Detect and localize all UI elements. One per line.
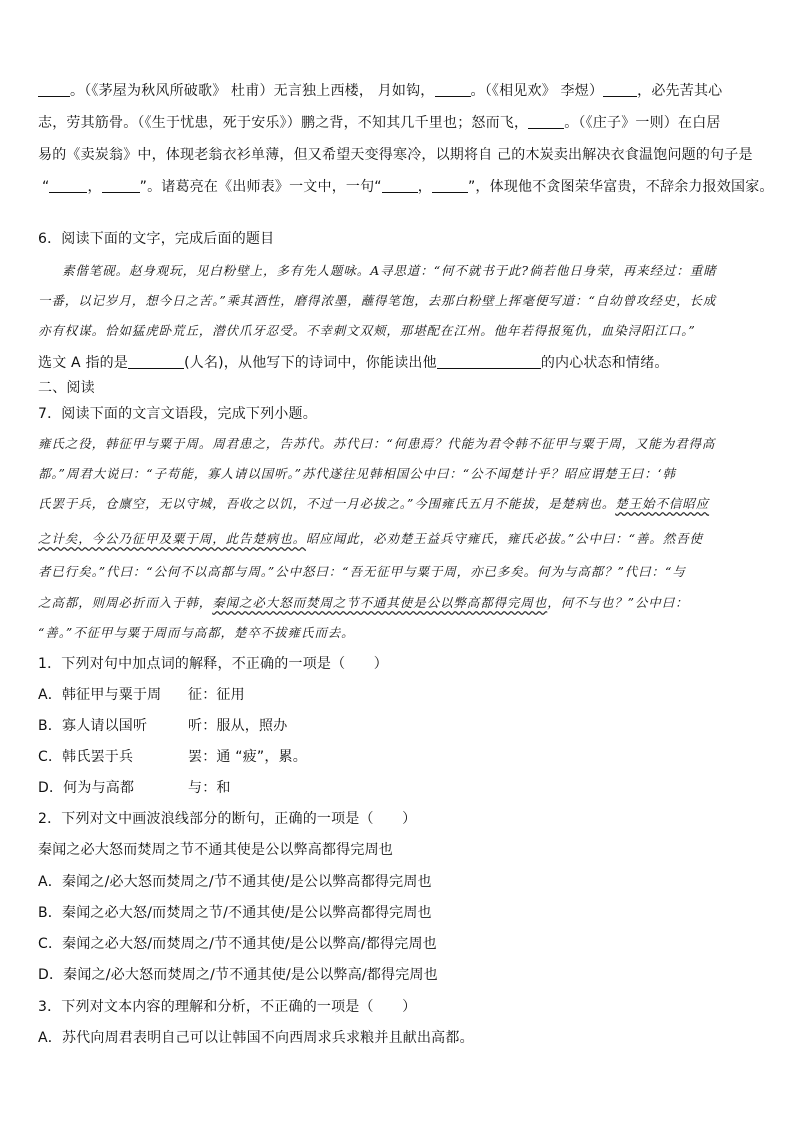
wavy-underlined-text: 楚王始不信昭应 bbox=[615, 496, 710, 511]
passage-line: 素偕笔砚。赵身观玩，见白粉壁上，多有先人题咏。A寻思道：“何不就书于此?倘若他日身荣，再来经过：重睹 bbox=[62, 263, 717, 278]
poem-text: 。（《相见欢》 李煜） bbox=[470, 83, 604, 99]
option-c[interactable]: C．秦闻之必大怒/而焚周之/节不通其使/是公以弊高/都得完周也 bbox=[38, 936, 437, 952]
poem-text: 。（《庄子》一则）在白居 bbox=[564, 115, 721, 131]
option-gloss: 罢：通 “疲”，累。 bbox=[188, 749, 307, 765]
question-text: 选文 A 指的是 bbox=[38, 355, 129, 371]
poem-text: ，必先苦其心 bbox=[637, 83, 723, 99]
option-gloss: 征：征用 bbox=[188, 687, 245, 703]
classical-passage-line bbox=[38, 495, 709, 513]
answer-blank[interactable] bbox=[437, 354, 541, 369]
poem-fill-line-1 bbox=[38, 82, 722, 100]
question-6-ask bbox=[38, 354, 669, 372]
question-6-title: 6．阅读下面的文字，完成后面的题目 bbox=[38, 231, 275, 247]
classical-passage-line: “善。”不征甲与粟于周而与高都，楚卒不拔雍氏而去。 bbox=[38, 625, 355, 640]
option-d[interactable] bbox=[38, 779, 231, 797]
answer-blank[interactable] bbox=[38, 82, 70, 97]
wavy-underlined-text: 之计矣，今公乃征甲及粟于周，此告楚病也。 bbox=[38, 531, 307, 546]
section-heading: 二、阅读 bbox=[38, 380, 95, 396]
passage-text: 氏罢于兵，仓廪空，无以守城，吾收之以饥，不过一月必拔之。”今围雍氏五月不能拔，是楚病也。 bbox=[38, 496, 616, 511]
passage-line: 亦有权谋。恰如猛虎卧荒丘，潜伏爪牙忍受。不幸刺文双颊，那堪配在江州。他年若得报冤仇，血染浔阳江口。” bbox=[38, 323, 696, 338]
option-text: C．韩氏罢于兵 bbox=[38, 749, 134, 765]
subquestion-1-stem: 1．下列对句中加点词的解释，不正确的一项是（ ） bbox=[38, 656, 388, 672]
option-text: A．韩征甲与粟于周 bbox=[38, 687, 162, 703]
subquestion-3-stem: 3．下列对文本内容的理解和分析，不正确的一项是（ ） bbox=[38, 999, 417, 1015]
option-a[interactable]: A．苏代向周君表明自己可以让韩国不向西周求兵求粮并且献出高都。 bbox=[38, 1030, 474, 1046]
question-text: (人名)，从他写下的诗词中，你能读出他 bbox=[184, 355, 437, 371]
poem-fill-line-3 bbox=[38, 146, 753, 164]
answer-blank[interactable] bbox=[528, 114, 564, 129]
option-a[interactable] bbox=[38, 686, 245, 704]
question-text: 的内心状态和情绪。 bbox=[540, 355, 669, 371]
answer-blank[interactable] bbox=[603, 82, 637, 97]
quote-mark: “ bbox=[42, 179, 50, 195]
option-text: B．寡人请以国听 bbox=[38, 718, 148, 734]
passage-text: 之高都，则周必折而入于韩， bbox=[38, 595, 213, 610]
classical-passage-line: 雍氏之役，韩征甲与粟于周。周君患之，告苏代。苏代曰：“何患焉？代能为君令韩不征甲与粟于周，又能为君得高 bbox=[38, 436, 716, 451]
poem-text: ”。诸葛亮在《出师表》一文中，一句“ bbox=[139, 179, 382, 195]
wavy-underlined-text: 秦闻之必大怒而焚周之节不通其使是公以弊高都得完周也 bbox=[212, 595, 548, 610]
option-a[interactable]: A．秦闻之/必大怒而焚周之/节不通其使/是公以弊高都得完周也 bbox=[38, 874, 432, 890]
classical-passage-line bbox=[38, 530, 703, 548]
comma: ， bbox=[87, 179, 102, 195]
poem-text: 易的《卖炭翁》中，体现老翁衣衫单薄，但又希望天变得寒冷，以期将自 己的木炭卖出解决衣食温饱问题的句子是 bbox=[38, 147, 753, 163]
classical-passage-line bbox=[38, 594, 689, 612]
answer-blank[interactable] bbox=[102, 178, 140, 193]
classical-passage-line: 者已行矣。”代曰：“公何不以高都与周。”公中怒曰：“吾无征甲与粟于周，亦已多矣。何为与高都？”代曰：“与 bbox=[38, 564, 686, 579]
option-b[interactable]: B．秦闻之必大怒/而焚周之节/不通其使/是公以弊高都得完周也 bbox=[38, 905, 432, 921]
poem-text: ”，体现他不贪图荣华富贵，不辞余力报效国家。 bbox=[467, 179, 774, 195]
option-text: D．何为与高都 bbox=[38, 780, 135, 796]
passage-line: 一番，以记岁月，想今日之苦。”乘其酒性，磨得浓墨，蘸得笔饱，去那白粉壁上挥毫便写道：“自幼曾攻经史，长成 bbox=[38, 293, 717, 308]
option-gloss: 与：和 bbox=[188, 780, 231, 796]
poem-text: 志，劳其筋骨。（《生于忧患，死于安乐》）鹏之背，不知其几千里也；怒而飞， bbox=[38, 115, 529, 131]
poem-text: 。（《茅屋为秋风所破歌》 杜甫）无言独上西楼， 月如钩， bbox=[70, 83, 435, 99]
classical-passage-line: 都。”周君大说曰：“子苟能，寡人请以国听。”苏代遂往见韩相国公中曰：“公不闻楚计乎？昭应谓楚王曰：‘韩 bbox=[38, 466, 676, 481]
answer-blank[interactable] bbox=[382, 178, 418, 193]
option-gloss: 听：服从，照办 bbox=[188, 718, 288, 734]
subquestion-2-sentence: 秦闻之必大怒而焚周之节不通其使是公以弊高都得完周也 bbox=[38, 842, 393, 858]
option-d[interactable]: D．秦闻之/必大怒而焚周之/节不通其使/是公以弊高/都得完周也 bbox=[38, 967, 438, 983]
comma: ， bbox=[417, 179, 432, 195]
poem-fill-line-2 bbox=[38, 114, 721, 132]
answer-blank[interactable] bbox=[128, 354, 184, 369]
answer-blank[interactable] bbox=[49, 178, 87, 193]
option-c[interactable] bbox=[38, 748, 307, 766]
question-7-title: 7．阅读下面的文言文语段，完成下列小题。 bbox=[38, 406, 317, 422]
option-b[interactable] bbox=[38, 717, 288, 735]
passage-text: ，何不与也？”公中曰： bbox=[547, 595, 689, 610]
passage-text: 昭应闻此，必劝楚王益兵守雍氏，雍氏必拔。”公中曰：“善。然吾使 bbox=[306, 531, 703, 546]
answer-blank[interactable] bbox=[432, 178, 468, 193]
answer-blank[interactable] bbox=[435, 82, 471, 97]
poem-fill-line-4 bbox=[42, 178, 774, 196]
subquestion-2-stem: 2．下列对文中画波浪线部分的断句，正确的一项是（ ） bbox=[38, 811, 417, 827]
